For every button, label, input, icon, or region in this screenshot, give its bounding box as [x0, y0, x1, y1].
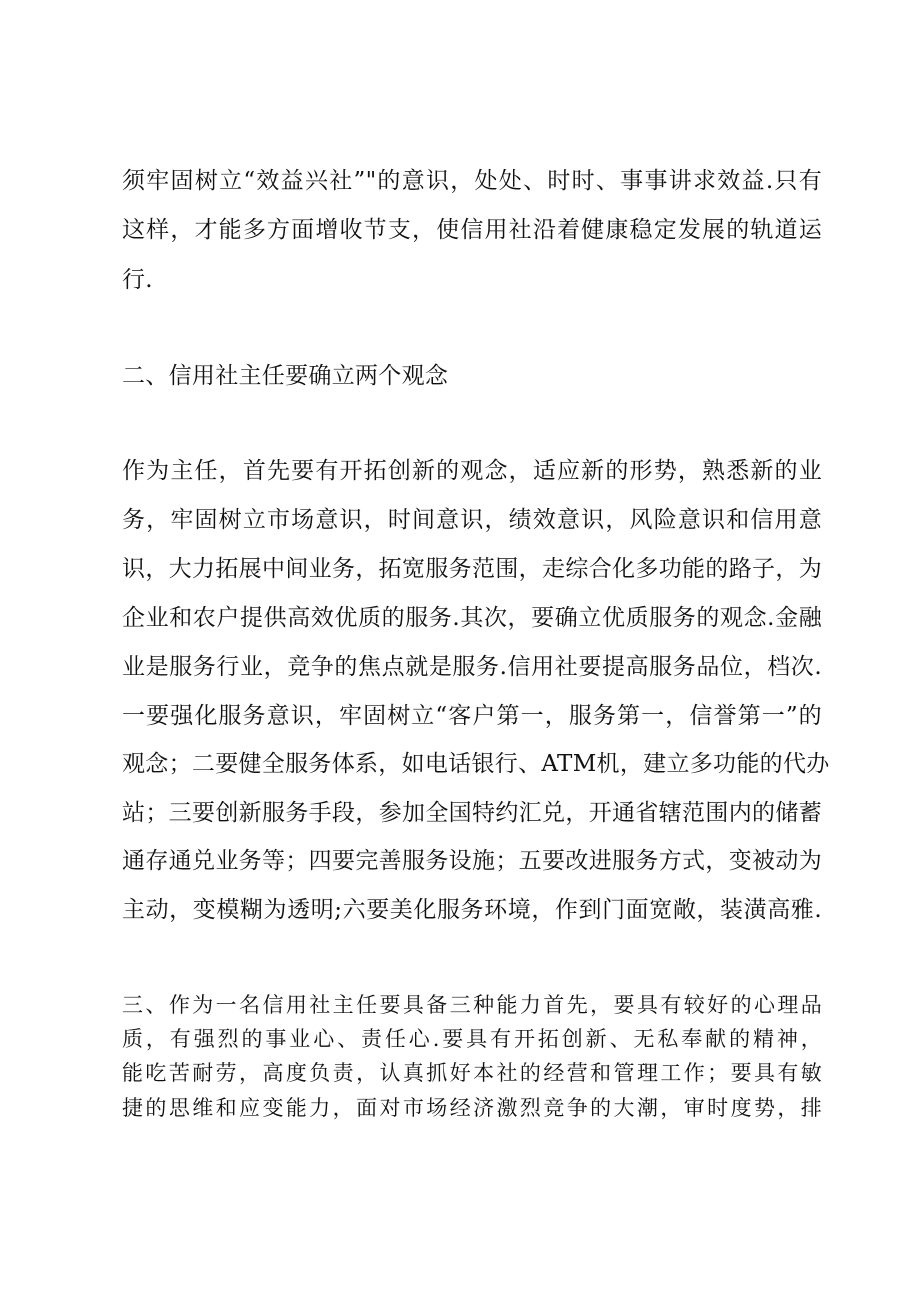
- paragraph-3-line-2: 质，有强烈的事业心、责任心.要具有开拓创新、无私奉献的精神，: [122, 1027, 822, 1051]
- paragraph-3-line-3: 能吃苦耐劳，高度负责，认真抓好本社的经营和管理工作；要具有敏: [122, 1061, 822, 1085]
- paragraph-2-line-5: 业是服务行业，竞争的焦点就是服务.信用社要提高服务品位，档次.: [122, 654, 822, 680]
- paragraph-2-line-7: 观念；二要健全服务体系，如电话银行、ATM机，建立多功能的代办: [122, 751, 830, 777]
- paragraph-1-line-2: 这样，才能多方面增收节支，使信用社沿着健康稳定发展的轨道运: [122, 217, 822, 243]
- paragraph-2-line-8: 站；三要创新服务手段，参加全国特约汇兑，开通省辖范围内的储蓄: [122, 800, 822, 826]
- paragraph-3-line-4: 捷的思维和应变能力，面对市场经济激烈竞争的大潮，审时度势，排: [122, 1096, 822, 1120]
- paragraph-2-line-6: 一要强化服务意识，牢固树立“客户第一，服务第一，信誉第一”的: [122, 703, 822, 729]
- paragraph-2-line-1: 作为主任，首先要有开拓创新的观念，适应新的形势，熟悉新的业: [122, 458, 822, 484]
- paragraph-2-line-2: 务，牢固树立市场意识，时间意识，绩效意识，风险意识和信用意: [122, 507, 822, 533]
- paragraph-2-line-3: 识，大力拓展中间业务，拓宽服务范围，走综合化多功能的路子，为: [122, 556, 822, 582]
- paragraph-2-line-4: 企业和农户提供高效优质的服务.其次，要确立优质服务的观念.金融: [122, 605, 822, 631]
- paragraph-2-line-9: 通存通兑业务等；四要完善服务设施；五要改进服务方式，变被动为: [122, 848, 822, 874]
- paragraph-2-line-10: 主动，变模糊为透明;六要美化服务环境，作到门面宽敞，装潢高雅.: [122, 897, 822, 923]
- paragraph-1-line-1: 须牢固树立“效益兴社”"的意识，处处、时时、事事讲求效益.只有: [122, 168, 822, 194]
- paragraph-3-line-1: 三、作为一名信用社主任要具备三种能力首先，要具有较好的心理品: [122, 993, 822, 1017]
- section-heading-2: 二、信用社主任要确立两个观念: [122, 363, 449, 389]
- paragraph-1-line-3: 行.: [122, 267, 153, 293]
